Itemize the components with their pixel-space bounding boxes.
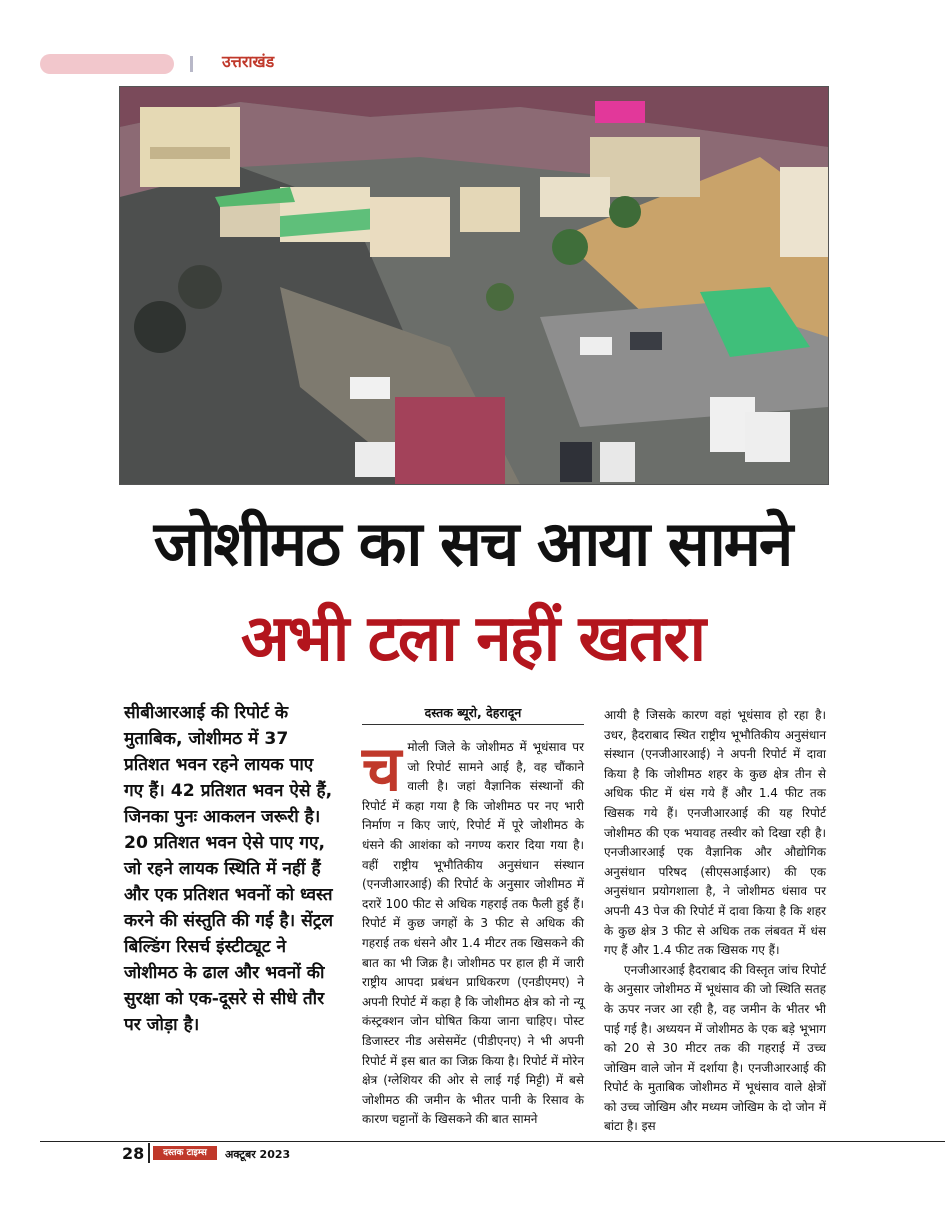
section-separator [190, 56, 193, 72]
section-label: उत्तराखंड [222, 52, 275, 71]
section-pill [40, 54, 174, 74]
headline-line-2: अभी टला नहीं खतरा [240, 602, 705, 676]
issue-date: अक्टूबर 2023 [225, 1148, 291, 1161]
page-number: 28 [122, 1144, 145, 1163]
byline: दस्तक ब्यूरो, देहरादून [362, 704, 584, 725]
masthead-logo: दस्तक टाइम्स [153, 1146, 217, 1160]
lead-paragraph: सीबीआरआई की रिपोर्ट के मुताबिक, जोशीमठ में 37 प्रतिशत भवन रहने लायक पाए गए हैं। 42 प्रतिशत भवन ऐसे हैं, जिनका पुनः आकलन जरूरी है। 20 प्रतिशत भवन ऐसे पाए गए, जो रहने लायक स्थिति में नहीं हैं और एक प्रतिशत भवनों को ध्वस्त करने की संस्तुति की गई है। सेंट्रल बिल्डिंग रिसर्च इंस्टीट्यूट ने जोशीमठ के ढाल और भवनों की सुरक्षा को एक-दूसरे से सीधे तौर पर जोड़ा है। [124, 703, 334, 1035]
body-column-3 [604, 706, 826, 1137]
footer-rule [40, 1141, 945, 1142]
body-paragraph-col3-2: एनजीआरआई हैदराबाद की विस्तृत जांच रिपोर्ट के अनुसार जोशीमठ में भूधंसाव की जो स्थिति सतह के ऊपर नजर आ रही है, वह जमीन के भीतर भी पाई गई है। अध्ययन में जोशीमठ के एक बड़े भूभाग को 20 से 30 मीटर तक की गहराई में उच्च जोखिम वाले जोन में दर्शाया है। एनजीआरआई की रिपोर्ट के मुताबिक जोशीमठ में भूधंसाव वाले क्षेत्रों को उच्च जोखिम और मध्यम जोखिम के दो जोन में बांटा है। इस [604, 962, 826, 1134]
footer-separator [148, 1143, 150, 1163]
body-column-2 [362, 732, 584, 1130]
body-paragraph-col3-1: आयी है जिसके कारण वहां भूधंसाव हो रहा है। उधर, हैदराबाद स्थित राष्ट्रीय भूभौतिकीय अनुसंधान संस्थान (एनजीआरआई) ने अपनी रिपोर्ट में दावा किया है कि जोशीमठ शहर के कुछ क्षेत्र तीन से अधिक फीट में धंस गये हैं और 1.4 फीट तक खिसक गये हैं। एनजीआरआई की यह रिपोर्ट जोशीमठ की एक भयावह तस्वीर को दिखा रही है। एनजीआरआई एक वैज्ञानिक और औद्योगिक अनुसंधान परिषद (सीएसआईआर) की एक अनुसंधान प्रयोगशाला है, ने जोशीमठ धंसाव पर अपनी 43 पेज की रिपोर्ट में दावा किया है कि शहर के कुछ क्षेत्र 3 फीट से अधिक तक लंबवत में धंस गए हैं और 1.4 फीट तक खिसक गए हैं। [604, 708, 826, 958]
body-text-col2: मोली जिले के जोशीमठ में भूधंसाव पर जो रिपोर्ट सामने आई है, वह चौंकाने वाली है। जहां वैज्ञानिक संस्थानों की रिपोर्ट में कहा गया है कि जोशीमठ पर नए भारी निर्माण न किए जाएं, रिपोर्ट में पूरे जोशीमठ के धंसने की आशंका को नगण्य करार दिया गया है। वहीं राष्ट्रीय भूभौतिकीय अनुसंधान संस्थान (एनजीआरआई) की रिपोर्ट के अनुसार जोशीमठ में दरारें 100 फीट से अधिक गहराई तक फैली हुई हैं। रिपोर्ट में कुछ जगहों के 3 फीट से अधिक की गहराई तक धंसने और 1.4 मीटर तक खिसकने की बात का भी जिक्र है। जोशीमठ पर हाल ही में जारी राष्ट्रीय आपदा प्रबंधन प्राधिकरण (एनडीएमए) ने अपनी रिपोर्ट में कहा है कि जोशीमठ क्षेत्र को नो न्यू कंस्ट्रक्शन जोन घोषित किया जाना चाहिए। पोस्ट डिजास्टर नीड असेसमेंट (पीडीएनए) ने भी अपनी रिपोर्ट में इस बात का जिक्र किया है। रिपोर्ट में मोरेन क्षेत्र (ग्लेशियर की ओर से लाई गई मिट्टी) में बसे जोशीमठ की जमीन के भीतर पानी के रिसाव के कारण चट्टानों के खिसकने की बात सामने [362, 740, 584, 1127]
drop-cap: च [362, 732, 402, 805]
aerial-photo-joshimath [119, 86, 829, 485]
headline-line-1: जोशीमठ का सच आया सामने [153, 507, 792, 580]
